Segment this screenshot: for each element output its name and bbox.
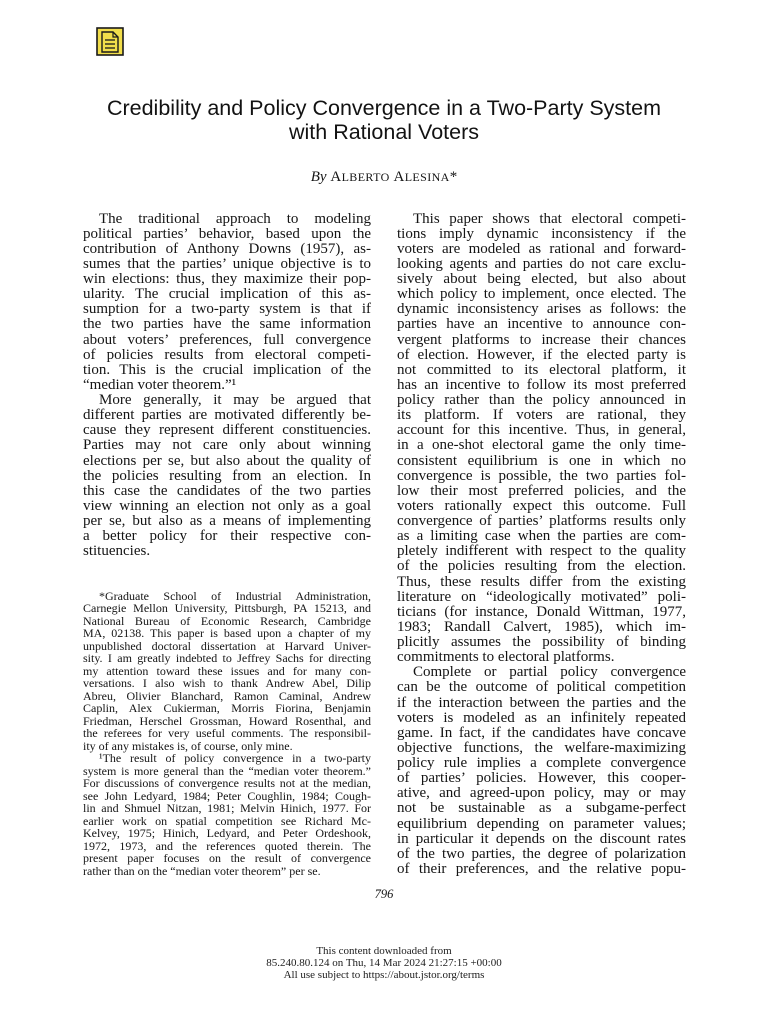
footnote-line: Caplin, Alex Cukierman, Morris Fiorina, Benjamin (83, 701, 371, 716)
body-text-line: ularity. The crucial implication of this as- (83, 286, 371, 303)
body-text-line: voters is modeled as an infinitely repeated (397, 709, 686, 726)
body-text-line: of the policies resulting from the election. (397, 558, 686, 575)
footnote-line: 1972, 1973, and the references quoted therein. The (83, 838, 371, 853)
author-first-name: ALBERTO (330, 169, 390, 185)
footnote-line: For discussions of convergence results not at the median, (83, 776, 371, 791)
body-text-line: literature on “ideologically motivated” poli- (397, 588, 686, 605)
footnote-line: ¹The result of policy convergence in a two-party (99, 751, 371, 766)
footnote-line: see John Ledyard, 1984; Peter Coughlin, 1984; Cough- (83, 788, 371, 803)
body-text-line: has an incentive to follow its most preferred (397, 376, 686, 393)
body-text-line: stituencies. (83, 543, 151, 560)
body-text-line: parties have an incentive to announce con- (397, 316, 686, 333)
body-text-line: political parties’ behavior, based upon the (83, 225, 371, 242)
left-column (83, 212, 371, 560)
title-line: with Rational Voters (288, 120, 479, 144)
footnote (83, 590, 371, 753)
body-text-line: a better policy for their respective con- (83, 528, 371, 545)
body-text-line: 1983; Randall Calvert, 1985), which im- (397, 618, 686, 635)
footnote-line: Carnegie Mellon University, Pittsburgh, PA 15213, and (83, 601, 371, 616)
body-text-line: as a limiting case when the parties are com- (397, 528, 686, 545)
body-text-line: of parties’ policies. However, this cooper- (397, 770, 686, 787)
note-icon[interactable] (96, 27, 124, 56)
paragraph (397, 212, 686, 666)
body-text-line: win elections: thus, they maximize their pop- (83, 271, 371, 287)
body-text-line: vergent platforms to increase their chances (397, 331, 686, 348)
body-text-line: game. In fact, if the candidates have concave (397, 724, 686, 741)
body-text-line: looking agents and parties do not care exclu- (397, 255, 686, 272)
footnote-line: lin and Shmuel Nitzan, 1981; Melvin Hinich, 1977. For (83, 801, 371, 816)
body-text-line: pletely indifferent with respect to the quality (397, 543, 686, 560)
footnote-line: sity. I am greatly indebted to Jeffrey Sachs for directing (83, 651, 371, 666)
body-text-line: Thus, these results differ from the existing (397, 573, 686, 590)
body-text-line: about voters’ preferences, full convergence (83, 331, 371, 348)
note-icon-graphic (96, 27, 124, 56)
footnote-line: versations. I also wish to thank Andrew Abel, Dilip (83, 676, 371, 691)
body-text-line: voters rationally expect this outcome. Full (397, 497, 686, 514)
body-text-line: commitments to electoral platforms. (397, 649, 615, 666)
body-text-line: convergence of parties’ platforms results only (397, 513, 686, 529)
footnote-line: *Graduate School of Industrial Administration, (99, 588, 371, 603)
body-text-line: sumes that the parties’ unique objective is to (83, 255, 371, 272)
article-title (0, 96, 768, 144)
footnote-line: Friedman, Herschel Grossman, Howard Rosenthal, and (83, 713, 371, 728)
body-text-line: convergence is possible, the two parties fol- (397, 467, 686, 484)
body-text-line: This paper shows that electoral competi- (413, 210, 686, 227)
body-text-line: plicitly assumes the possibility of binding (397, 634, 686, 650)
body-text-line: cause they represent different constituencies. (83, 422, 371, 439)
body-text-line: the two parties have the same information (83, 316, 371, 333)
body-text-line: of the two parties, the degree of polarization (397, 845, 686, 862)
footnote-line: earlier work on spatial competition see Richard Mc- (83, 813, 371, 828)
body-text-line: account for this incentive. Thus, in general, (397, 422, 686, 439)
body-text-line: the policies resulting from an election. In (83, 467, 371, 484)
body-text-line: in a one-shot electoral game the only time- (397, 437, 686, 454)
right-column (397, 212, 686, 878)
download-notice-line: This content downloaded from (316, 945, 452, 957)
body-text-line: More generally, it may be argued that (99, 392, 371, 408)
footnote-line: my attention toward these issues and for many con- (83, 663, 371, 678)
body-text-line: objective functions, the welfare-maximizing (397, 739, 686, 756)
body-text-line: of election. However, if the elected party is (397, 346, 686, 363)
body-text-line: elections per se, but also about the quality of (83, 452, 371, 469)
footnote-line: Abreu, Olivier Blanchard, Ramon Caminal, Andrew (83, 688, 371, 703)
author-footnote-mark: * (449, 169, 458, 185)
title-line: Credibility and Policy Convergence in a Two-Party System (106, 96, 662, 120)
body-text-line: Parties may not care only about winning (83, 437, 371, 454)
paragraph (83, 393, 371, 559)
body-text-line: can be the outcome of political competition (397, 679, 686, 696)
body-text-line: policy rather than the policy announced in (397, 392, 686, 408)
body-text-line: which policy to implement, once elected. The (397, 286, 686, 303)
body-text-line: sively about being elected, but also about (397, 271, 686, 287)
body-text-line: equilibrium depending on parameter values; (397, 815, 686, 832)
body-text-line: this case the candidates of the two parties (83, 482, 371, 499)
paragraph (397, 665, 686, 877)
body-text-line: consistent equilibrium is one in which no (397, 452, 686, 469)
body-text-line: sumption for a two-party system is that if (83, 301, 371, 318)
byline-by: By (310, 169, 327, 185)
body-text-line: not committed to its electoral platform, it (397, 361, 686, 378)
body-text-line: not be sustainable as a subgame-perfect (397, 800, 686, 817)
body-text-line: of policies results from electoral competi- (83, 346, 371, 363)
page-number: 796 (374, 887, 394, 901)
body-text-line: Complete or partial policy convergence (413, 664, 686, 681)
download-notice-line: 85.240.80.124 on Thu, 14 Mar 2024 21:27:15 +00:00 (266, 957, 502, 969)
body-text-line: view winning an election not only as a goal (83, 497, 371, 514)
body-text-line: in particular it depends on the discount rates (397, 830, 686, 847)
footnote (83, 752, 371, 877)
paragraph (83, 212, 371, 394)
body-text-line: tions imply dynamic inconsistency if the (397, 225, 686, 242)
body-text-line: “median voter theorem.”¹ (83, 376, 237, 393)
body-text-line: tion. This is the crucial implication of the (83, 361, 371, 378)
body-text-line: voters are modeled as rational and forward- (397, 240, 686, 257)
body-text-line: of their preferences, and the relative popu- (397, 860, 686, 877)
body-text-line: if the interaction between the parties and the (397, 694, 686, 711)
footnote-line: National Bureau of Economic Research, Cambridge (83, 613, 371, 628)
footnotes (83, 590, 371, 878)
footnote-line: ity of any mistakes is, of course, only mine. (83, 738, 293, 753)
footnote-line: MA, 02138. This paper is based upon a chapter of my (83, 626, 371, 641)
footnote-line: Kelvey, 1975; Hinich, Ledyard, and Peter Ordeshook, (83, 826, 371, 841)
body-text-line: The traditional approach to modeling (99, 210, 371, 227)
footnote-line: unpublished doctoral dissertation at Harvard Univer- (83, 638, 371, 653)
footnote-line: present paper focuses on the result of convergence (83, 851, 371, 866)
author-last-name: ALESINA (393, 169, 450, 185)
body-text-line: ative, and agreed-upon policy, may or may (397, 785, 686, 802)
download-notice (0, 945, 768, 981)
body-text-line: contribution of Anthony Downs (1957), as- (83, 240, 371, 257)
body-text-line: policy rule implies a complete convergence (397, 755, 686, 771)
body-text-line: ticians (for instance, Donald Wittman, 1977, (397, 603, 686, 620)
footnote-line: the referees for very useful comments. The responsibil- (83, 726, 371, 741)
body-text-line: different parties are motivated differently be- (83, 407, 371, 424)
download-notice-line: All use subject to https://about.jstor.org/terms (283, 969, 485, 981)
footnote-line: system is more general than the “median voter theorem.” (83, 763, 371, 778)
body-text-line: low their most preferred policies, and the (397, 482, 686, 499)
footnote-line: rather than on the “median voter theorem” per se. (83, 863, 321, 878)
body-text-line: dynamic inconsistency arises as follows: the (397, 301, 686, 318)
body-text-line: per se, but also as a means of implementing (83, 513, 371, 529)
byline (0, 168, 768, 186)
body-text-line: its platform. If voters are rational, they (397, 407, 686, 424)
